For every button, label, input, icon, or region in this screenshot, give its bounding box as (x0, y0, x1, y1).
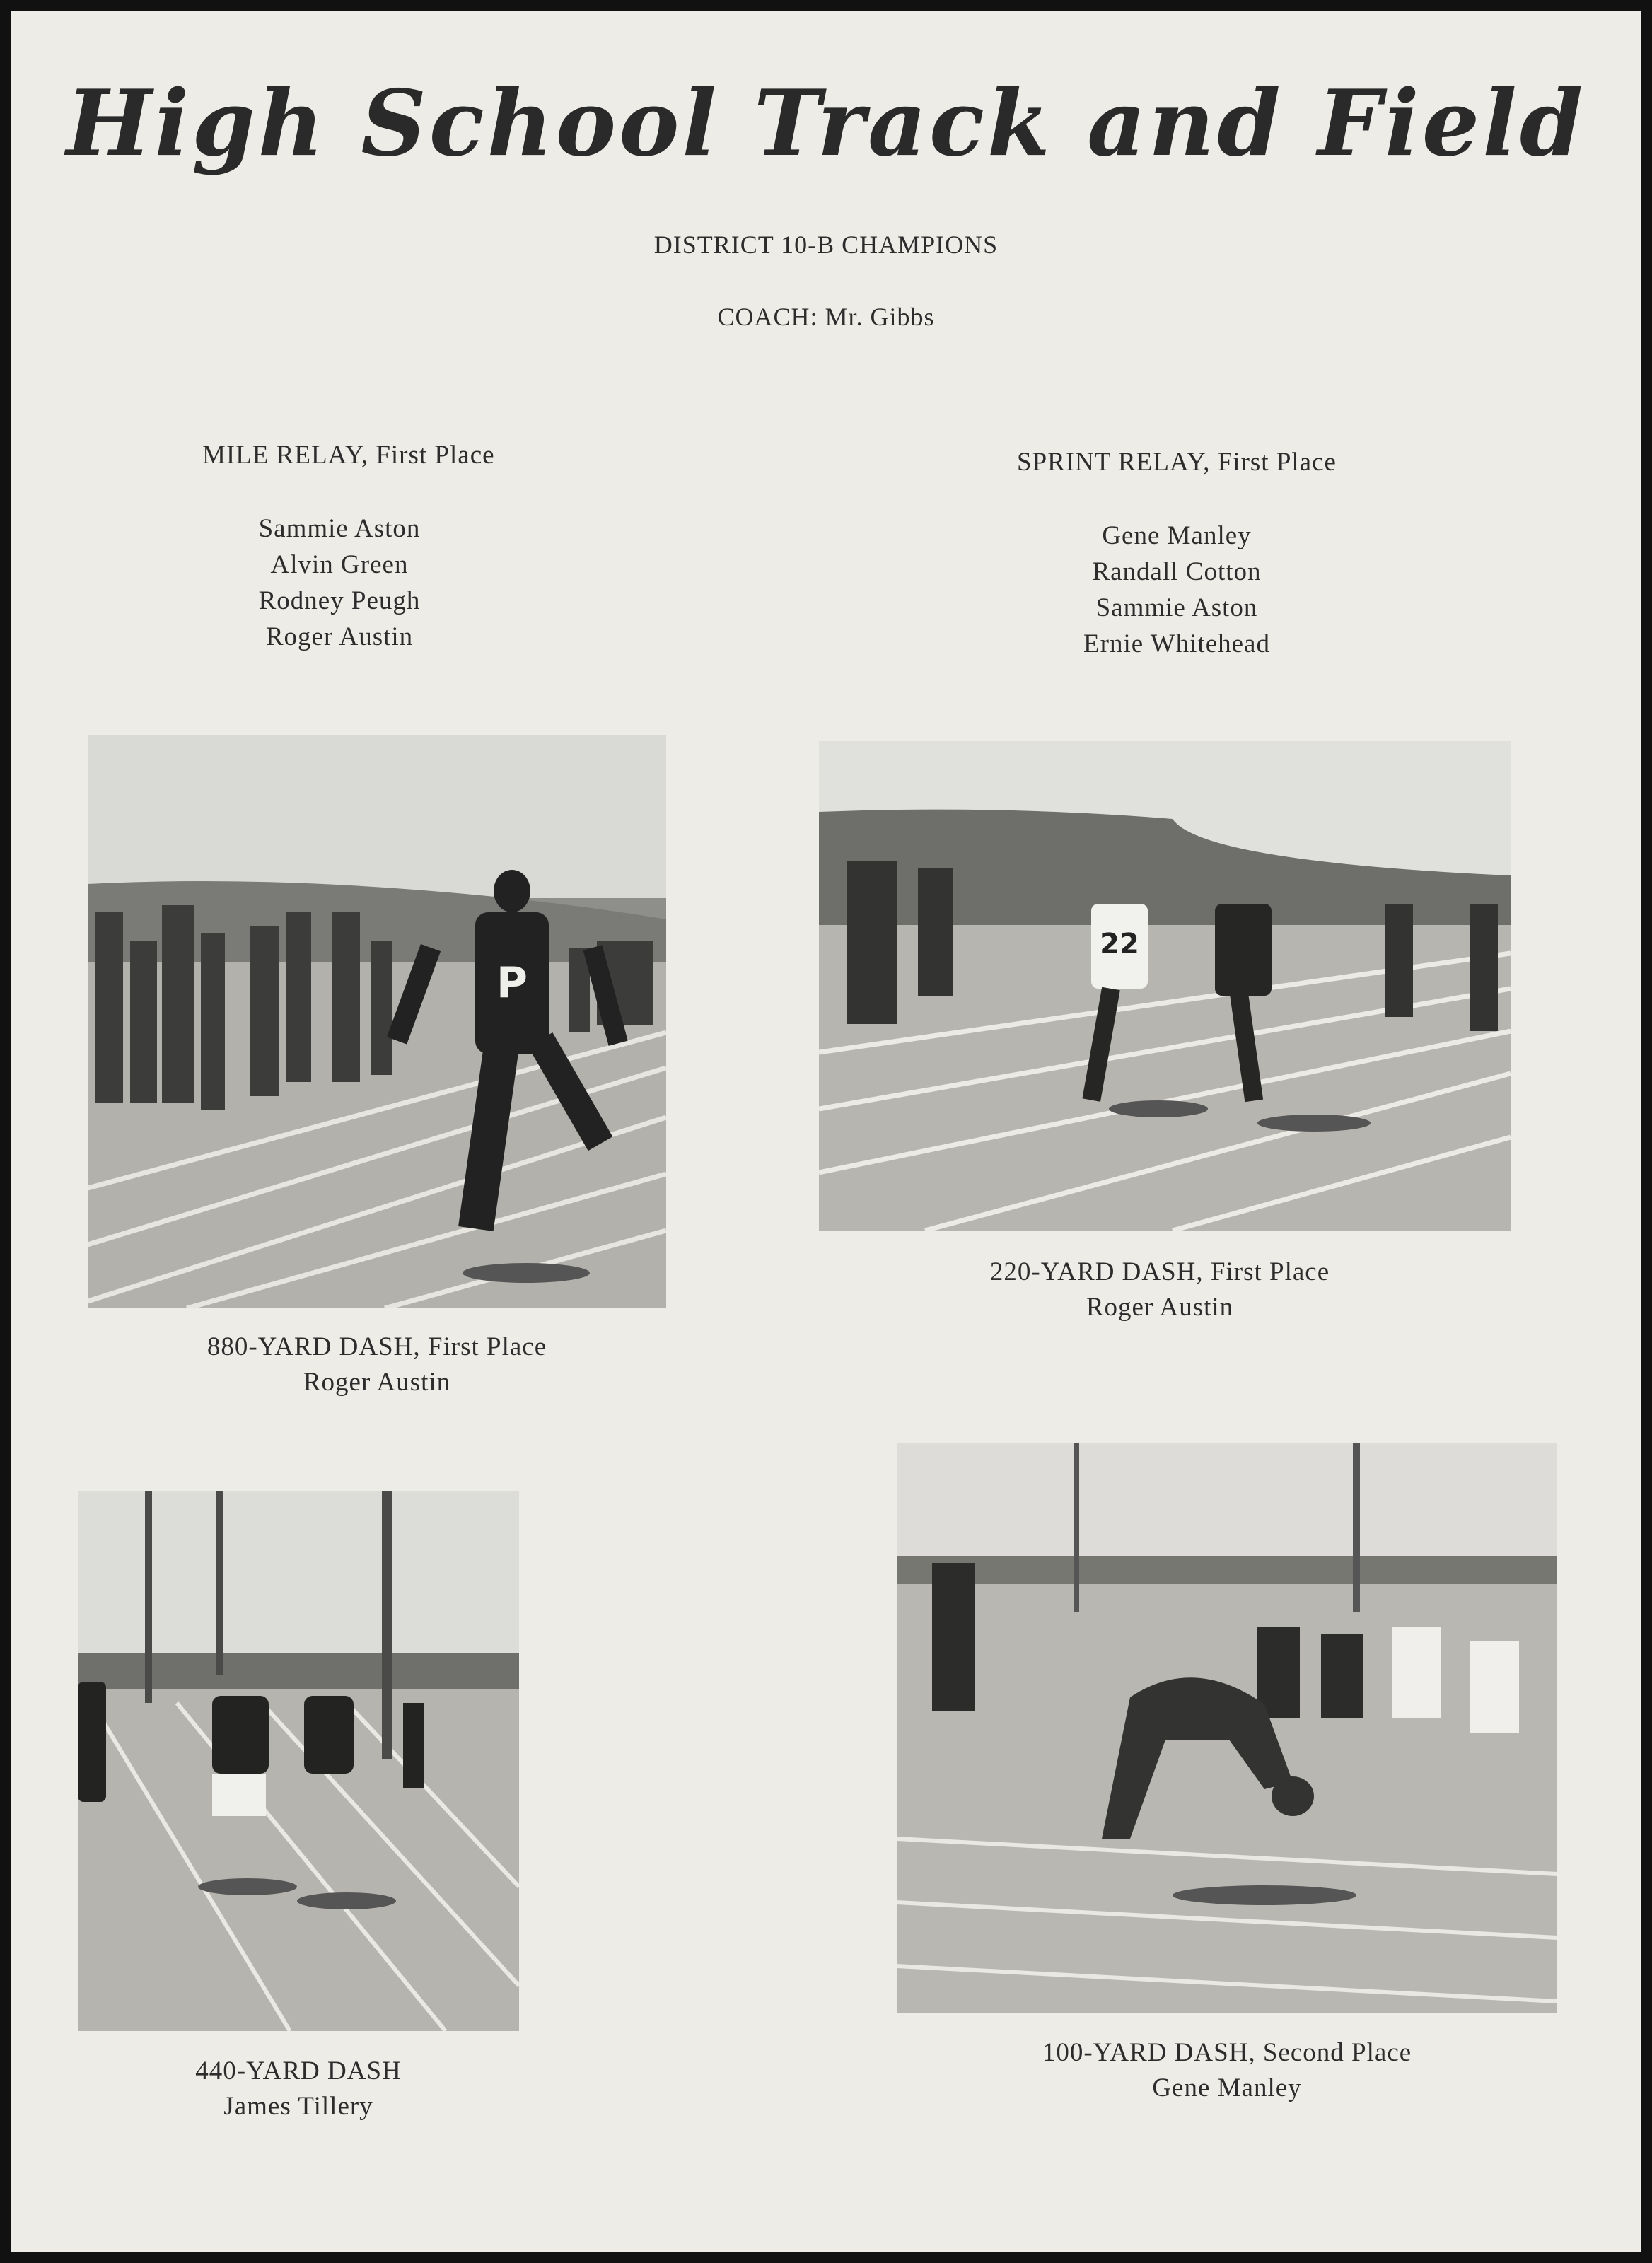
photo-880-yard-dash (88, 735, 666, 1308)
caption-athlete: James Tillery (223, 2092, 373, 2121)
caption-event: 220-YARD DASH, First Place (989, 1257, 1330, 1286)
photo-220-yard-dash (819, 741, 1511, 1231)
roster-name: Roger Austin (265, 622, 414, 651)
caption-event: 880-YARD DASH, First Place (206, 1332, 547, 1361)
mile-relay-roster (198, 511, 481, 655)
caption-event: 100-YARD DASH, Second Place (1042, 2038, 1412, 2067)
caption-event: 440-YARD DASH (195, 2057, 402, 2085)
champions-subtitle: DISTRICT 10-B CHAMPIONS (653, 231, 999, 259)
roster-name: Ernie Whitehead (1083, 629, 1270, 658)
jersey-letter: P (496, 958, 528, 1008)
photo-440-yard-dash (78, 1491, 519, 2031)
coach-line: COACH: Mr. Gibbs (717, 303, 935, 331)
caption-athlete: Gene Manley (1152, 2073, 1302, 2102)
roster-name: Rodney Peugh (258, 586, 421, 615)
sprint-relay-heading: SPRINT RELAY, First Place (1017, 448, 1337, 477)
page-title: High School Track and Field (66, 71, 1586, 177)
caption-athlete: Roger Austin (1086, 1293, 1234, 1322)
caption-athlete: Roger Austin (303, 1368, 451, 1397)
caption-880 (88, 1330, 666, 1400)
roster-name: Alvin Green (270, 550, 409, 579)
caption-440 (78, 2054, 519, 2124)
mile-relay-heading: MILE RELAY, First Place (202, 441, 495, 470)
roster-name: Randall Cotton (1092, 557, 1262, 586)
photo-100-yard-dash (897, 1443, 1557, 2013)
sprint-relay-roster (1035, 518, 1318, 662)
jersey-number: 22 (1100, 928, 1139, 960)
roster-name: Gene Manley (1102, 521, 1252, 550)
caption-100 (897, 2035, 1557, 2106)
roster-name: Sammie Aston (258, 514, 421, 543)
roster-name: Sammie Aston (1095, 593, 1258, 622)
caption-220 (877, 1255, 1443, 1325)
